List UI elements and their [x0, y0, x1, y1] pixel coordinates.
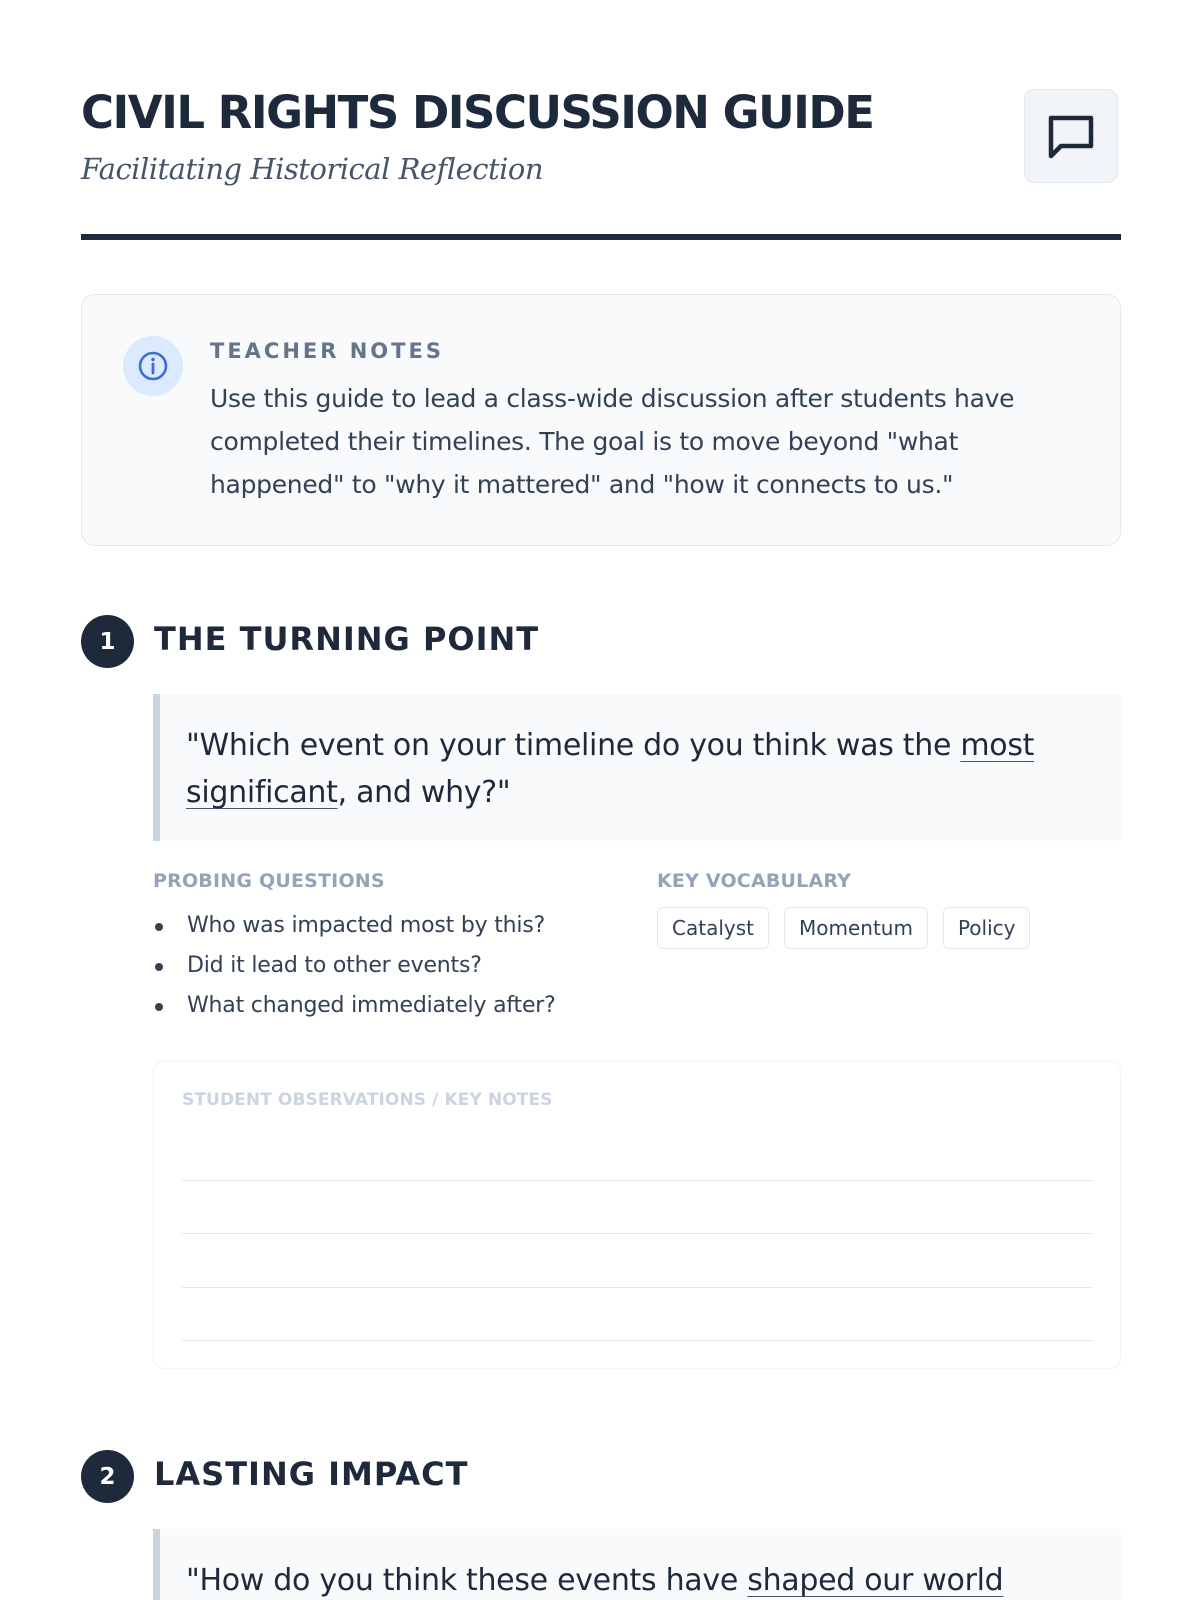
page-subtitle: Facilitating Historical Reflection: [81, 152, 544, 186]
list-item: What changed immediately after?: [153, 986, 556, 1026]
info-icon: [137, 350, 169, 382]
note-line: [182, 1180, 1092, 1181]
question-text: [160, 694, 1121, 816]
question-emphasis: shaped our world: [747, 1563, 1004, 1598]
question-text-part: "How do you think these events have: [186, 1563, 748, 1598]
list-item: Did it lead to other events?: [153, 946, 556, 986]
question-emphasis: most significant: [186, 728, 1035, 810]
question-text-part: "Which event on your timeline do you think was the: [186, 728, 961, 763]
teacher-notes-label: TEACHER NOTES: [210, 339, 444, 363]
section-title: LASTING IMPACT: [154, 1455, 469, 1493]
header: [81, 78, 1121, 238]
question-text: [160, 1529, 1121, 1600]
discussion-question: [153, 1529, 1121, 1600]
list-item: Who was impacted most by this?: [153, 906, 556, 946]
section-number-badge: 2: [81, 1450, 134, 1503]
vocabulary-chips: [657, 907, 1030, 949]
chat-button[interactable]: [1024, 89, 1118, 183]
header-divider: [81, 234, 1121, 240]
vocab-chip: Policy: [943, 907, 1031, 949]
observations-label: STUDENT OBSERVATIONS / KEY NOTES: [182, 1090, 553, 1110]
note-line: [182, 1287, 1092, 1288]
note-line: [182, 1233, 1092, 1234]
key-vocabulary-label: KEY VOCABULARY: [657, 870, 852, 892]
teacher-notes-card: [81, 294, 1121, 546]
chat-bubble-icon: [1045, 112, 1097, 160]
section-title: THE TURNING POINT: [154, 620, 540, 658]
vocab-chip: Momentum: [784, 907, 928, 949]
observations-notes-box[interactable]: [153, 1061, 1121, 1369]
section-number-badge: 1: [81, 615, 134, 668]
page-title: CIVIL RIGHTS DISCUSSION GUIDE: [81, 86, 874, 139]
info-icon-badge: [123, 336, 183, 396]
teacher-notes-text: Use this guide to lead a class-wide discussion after students have completed their timelines. The goal is to move beyond "what happened" to "why it mattered" and "how it connects to us.": [210, 384, 1015, 499]
discussion-question: [153, 694, 1121, 841]
vocab-chip: Catalyst: [657, 907, 769, 949]
question-text-part: , and why?": [337, 775, 511, 810]
probing-questions-label: PROBING QUESTIONS: [153, 870, 385, 892]
probing-questions-list: [153, 906, 556, 1026]
note-line: [182, 1340, 1092, 1341]
